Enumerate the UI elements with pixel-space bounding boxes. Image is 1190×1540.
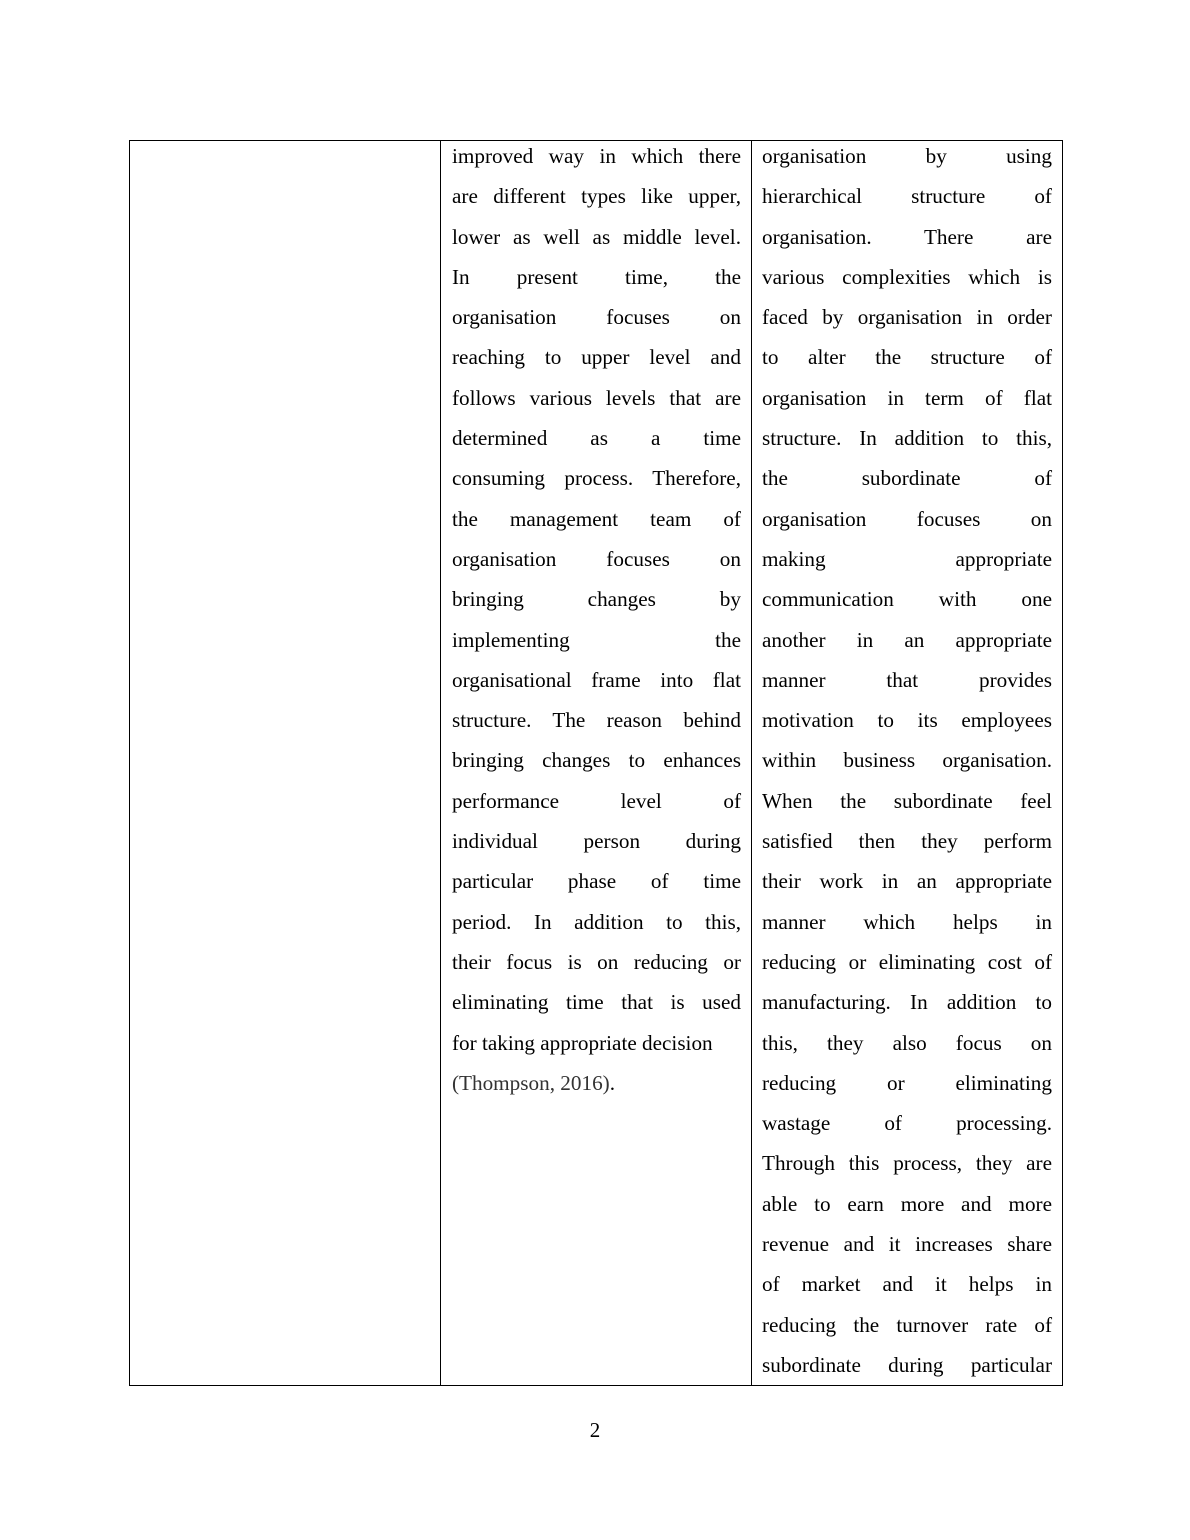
table-row <box>130 141 1063 1386</box>
text-line: manufacturing. In addition to <box>762 990 1052 1015</box>
text-line <box>452 1063 741 1103</box>
text-line: to alter the structure of <box>762 345 1052 370</box>
text-line: another in an appropriate <box>762 627 1052 652</box>
text-line: individual person during <box>452 829 741 854</box>
text-line: their focus is on reducing or <box>452 949 741 974</box>
text-line: the management team of <box>452 506 741 531</box>
text-line: period. In addition to this, <box>452 909 741 934</box>
text-line: motivation to its employees <box>762 708 1052 733</box>
text-line: organisation focuses on <box>762 506 1052 531</box>
text-line: Through this process, they are <box>762 1151 1052 1176</box>
citation-reference: (Thompson, 2016) <box>452 1070 610 1095</box>
text-line: bringing changes to enhances <box>452 748 741 773</box>
citation-punctuation: . <box>609 1070 616 1095</box>
table-cell-description <box>441 141 752 1386</box>
text-line: organisational frame into flat <box>452 667 741 692</box>
text-line: revenue and it increases share <box>762 1232 1052 1257</box>
text-line: this, they also focus on <box>762 1030 1052 1055</box>
text-line: manner that provides <box>762 667 1052 692</box>
text-line: reducing the turnover rate of <box>762 1312 1052 1337</box>
text-line: eliminating time that is used <box>452 990 741 1015</box>
cell-paragraph <box>752 136 1062 1385</box>
cell-paragraph <box>441 136 751 1103</box>
text-line: subordinate during particular <box>762 1352 1052 1377</box>
text-line: are different types like upper, <box>452 184 741 209</box>
text-line: of market and it helps in <box>762 1272 1052 1297</box>
text-line: lower as well as middle level. <box>452 224 741 249</box>
text-line: reducing or eliminating <box>762 1070 1052 1095</box>
text-line: wastage of processing. <box>762 1111 1052 1136</box>
text-line: consuming process. Therefore, <box>452 466 741 491</box>
text-line: determined as a time <box>452 426 741 451</box>
text-line: In present time, the <box>452 264 741 289</box>
text-line: improved way in which there <box>452 144 741 168</box>
page-number: 2 <box>589 1418 601 1442</box>
text-line: reaching to upper level and <box>452 345 741 370</box>
text-line: faced by organisation in order <box>762 305 1052 330</box>
text-line: their work in an appropriate <box>762 869 1052 894</box>
text-line: organisation focuses on <box>452 305 741 330</box>
text-line: organisation. There are <box>762 224 1052 249</box>
table-cell-analysis <box>752 141 1063 1386</box>
text-line: structure. The reason behind <box>452 708 741 733</box>
text-line: organisation focuses on <box>452 546 741 571</box>
table-cell-empty <box>130 141 441 1386</box>
text-line: implementing the <box>452 627 741 652</box>
text-line: the subordinate of <box>762 466 1052 491</box>
text-line: within business organisation. <box>762 748 1052 773</box>
text-line: reducing or eliminating cost of <box>762 949 1052 974</box>
content-table <box>129 140 1063 1386</box>
text-line: particular phase of time <box>452 869 741 894</box>
text-line: structure. In addition to this, <box>762 426 1052 451</box>
text-line: organisation in term of flat <box>762 385 1052 410</box>
text-line: organisation by using <box>762 144 1052 168</box>
text-line: hierarchical structure of <box>762 184 1052 209</box>
text-line: When the subordinate feel <box>762 788 1052 813</box>
text-line: various complexities which is <box>762 264 1052 289</box>
text-line: performance level of <box>452 788 741 813</box>
text-line: satisfied then they perform <box>762 829 1052 854</box>
text-line: manner which helps in <box>762 909 1052 934</box>
text-line: communication with one <box>762 587 1052 612</box>
text-line: making appropriate <box>762 546 1052 571</box>
text-line: follows various levels that are <box>452 385 741 410</box>
text-line: for taking appropriate decision <box>452 1030 713 1055</box>
text-line: able to earn more and more <box>762 1191 1052 1216</box>
text-line: bringing changes by <box>452 587 741 612</box>
